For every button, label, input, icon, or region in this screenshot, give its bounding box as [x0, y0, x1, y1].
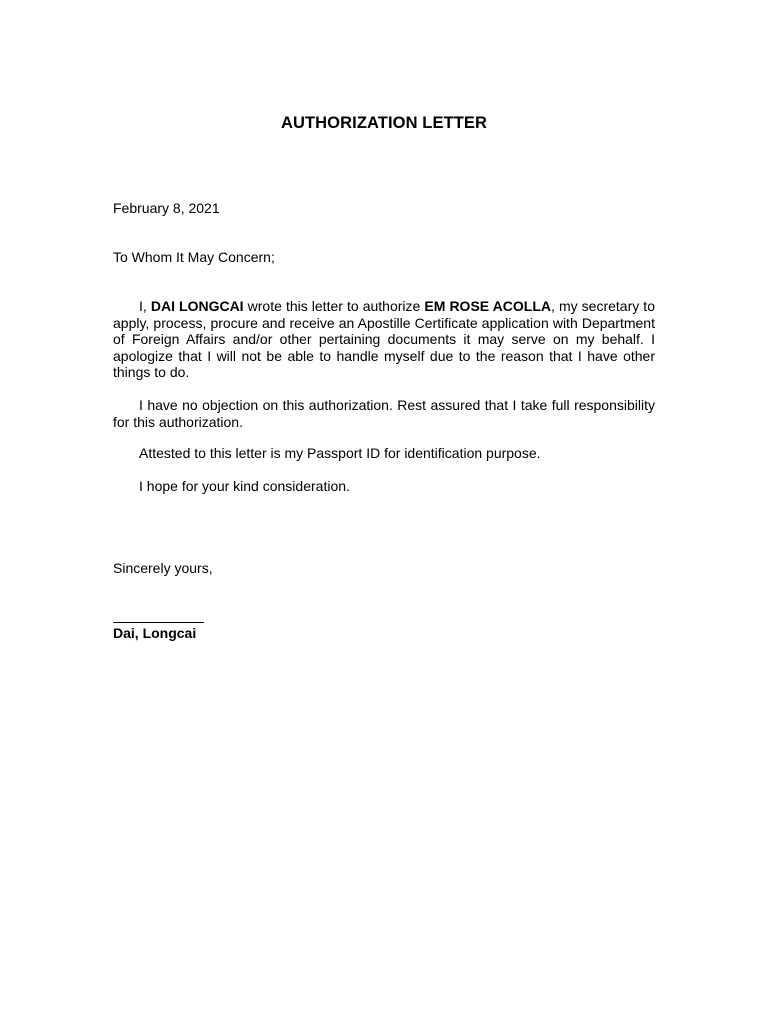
signatory-name: Dai, Longcai: [113, 625, 197, 641]
closing-phrase: Sincerely yours,: [113, 560, 213, 576]
letter-date: February 8, 2021: [113, 200, 220, 216]
body-paragraph-3: Attested to this letter is my Passport ID for identification purpose.: [139, 445, 541, 461]
paragraph-1-text-b: wrote this letter to authorize: [243, 298, 425, 314]
body-paragraph-4: I hope for your kind consideration.: [139, 478, 350, 494]
signature-line: [113, 622, 204, 623]
salutation: To Whom It May Concern;: [113, 249, 275, 265]
paragraph-1-text-a: I,: [139, 298, 151, 314]
author-name: DAI LONGCAI: [150, 298, 244, 314]
paragraph-1-text-c: , my secretary to apply, process, procure and receive an Apostille Certificate application with Department of Foreign Affairs and/or other pertaining documents it may serve on my behalf. I apologize that I will not be able to handle myself due to the reason that I have other things to do.: [113, 298, 655, 380]
authorized-person-name: EM ROSE ACOLLA: [424, 298, 551, 314]
body-paragraph-2: I have no objection on this authorization. Rest assured that I take full responsibility for this authorization.: [113, 397, 655, 430]
document-title: AUTHORIZATION LETTER: [280, 114, 488, 132]
body-paragraph-1: [113, 298, 655, 381]
